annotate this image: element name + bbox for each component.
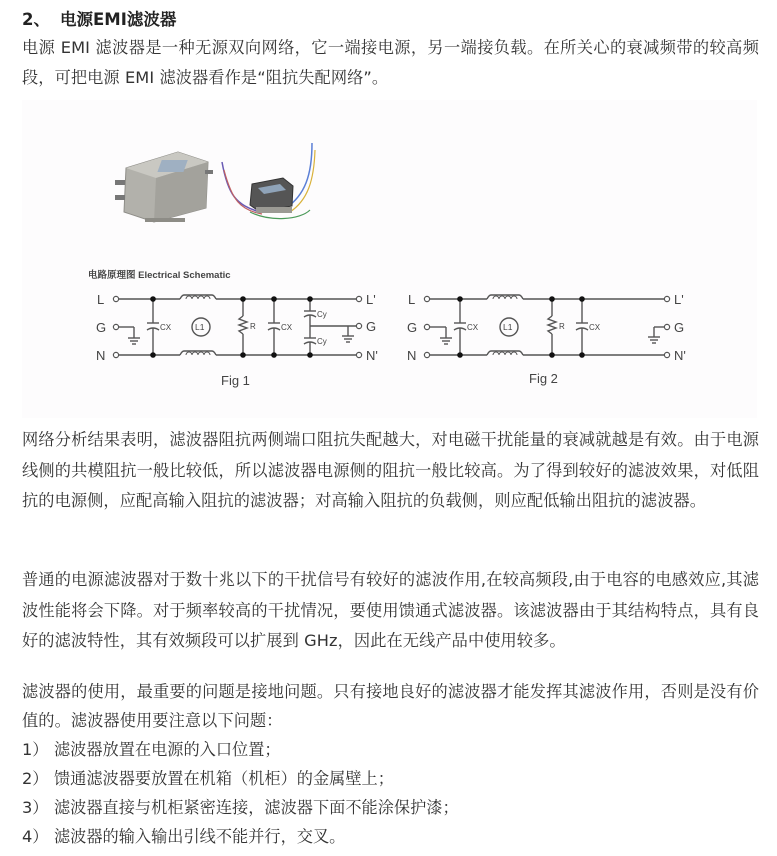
list-item-index: 3） [22, 798, 49, 817]
fig2-label-l1: L1 [503, 322, 513, 332]
filter-photo-small [222, 143, 315, 219]
paragraph-grounding: 滤波器的使用，最重要的问题是接地问题。只有接地良好的滤波器才能发挥其滤波作用，否则是没有价值的。滤波器使用要注意以下问题： [22, 682, 759, 730]
paragraph-intro: 电源 EMI 滤波器是一种无源双向网络，它一端接电源，另一端接负载。在所关心的衰减频带的较高频段，可把电源 EMI 滤波器看作是“阻抗失配网络”。 [22, 38, 759, 87]
fig2-label-r: R [559, 322, 565, 331]
list-item [22, 764, 759, 793]
list-item-index: 4） [22, 827, 49, 846]
fig2-input-L: L [408, 292, 416, 307]
paragraph-impedance-mismatch: 网络分析结果表明，滤波器阻抗两侧端口阻抗失配越大，对电磁干扰能量的衰减就越是有效。由于电源线侧的共模阻抗一般比较低，所以滤波器电源侧的阻抗一般比较高。为了得到较好的滤波效果，对低阻抗的电源侧，应配高输入阻抗的滤波器；对高输入阻抗的负载侧，则应配低输出阻抗的滤波器。 [22, 430, 759, 510]
fig2-input-N: N [407, 348, 417, 363]
paragraph-feedthrough-filter: 普通的电源滤波器对于数十兆以下的干扰信号有较好的滤波作用,在较高频段,由于电容的电感效应,其滤波性能将会下降。对于频率较高的干扰情况，要使用馈通式滤波器。该滤波器由于其结构特点，具有良好的滤波特性，其有效频段可以扩展到 GHz，因此在无线产品中使用较多。 [22, 570, 759, 650]
fig1-input-G: G [96, 320, 107, 335]
fig2-output-N: N' [674, 348, 686, 363]
list-item-text: 滤波器的输入输出引线不能并行，交叉。 [54, 827, 346, 846]
usage-notes-list [22, 735, 759, 851]
fig1-terminals [113, 296, 361, 357]
section-number: 2、 [22, 10, 50, 29]
fig2-output-G: G [674, 320, 685, 335]
schematic-fig1 [119, 295, 356, 355]
fig1-input-N: N [96, 348, 106, 363]
fig2-label-cx2: CX [589, 323, 601, 332]
fig1-label-cy1: Cy [317, 310, 327, 319]
fig1-input-L: L [97, 292, 105, 307]
emi-filter-figure [22, 100, 757, 418]
list-item [22, 822, 759, 851]
list-item-text: 滤波器直接与机柜紧密连接，滤波器下面不能涂保护漆； [54, 798, 459, 817]
section-title: 电源EMI滤波器 [60, 10, 177, 29]
filter-photo-large [115, 152, 213, 222]
fig1-output-G: G [366, 319, 377, 334]
fig1-label-l1: L1 [195, 322, 205, 332]
fig1-label-cx1: CX [160, 323, 172, 332]
section-heading [22, 6, 176, 34]
fig2-caption: Fig 2 [529, 371, 558, 386]
list-item-text: 馈通滤波器要放置在机箱（机柜）的金属壁上； [54, 769, 394, 788]
list-item-text: 滤波器放置在电源的入口位置； [54, 740, 281, 759]
list-item [22, 735, 759, 764]
fig2-label-cx1: CX [467, 323, 479, 332]
fig1-output-L: L' [366, 292, 376, 307]
list-item-index: 1） [22, 740, 49, 759]
fig1-output-N: N' [366, 348, 378, 363]
fig1-label-r: R [250, 322, 256, 331]
schematic-title: 电路原理图 Electrical Schematic [88, 270, 231, 281]
fig1-caption: Fig 1 [221, 373, 250, 388]
list-item [22, 793, 759, 822]
fig1-label-cx2: CX [281, 323, 293, 332]
fig2-output-L: L' [674, 292, 684, 307]
figure-canvas [22, 100, 757, 418]
fig2-input-G: G [407, 320, 418, 335]
fig2-terminals [424, 296, 669, 357]
schematic-fig2 [430, 295, 664, 355]
fig1-label-cy2: Cy [317, 337, 327, 346]
list-item-index: 2） [22, 769, 49, 788]
